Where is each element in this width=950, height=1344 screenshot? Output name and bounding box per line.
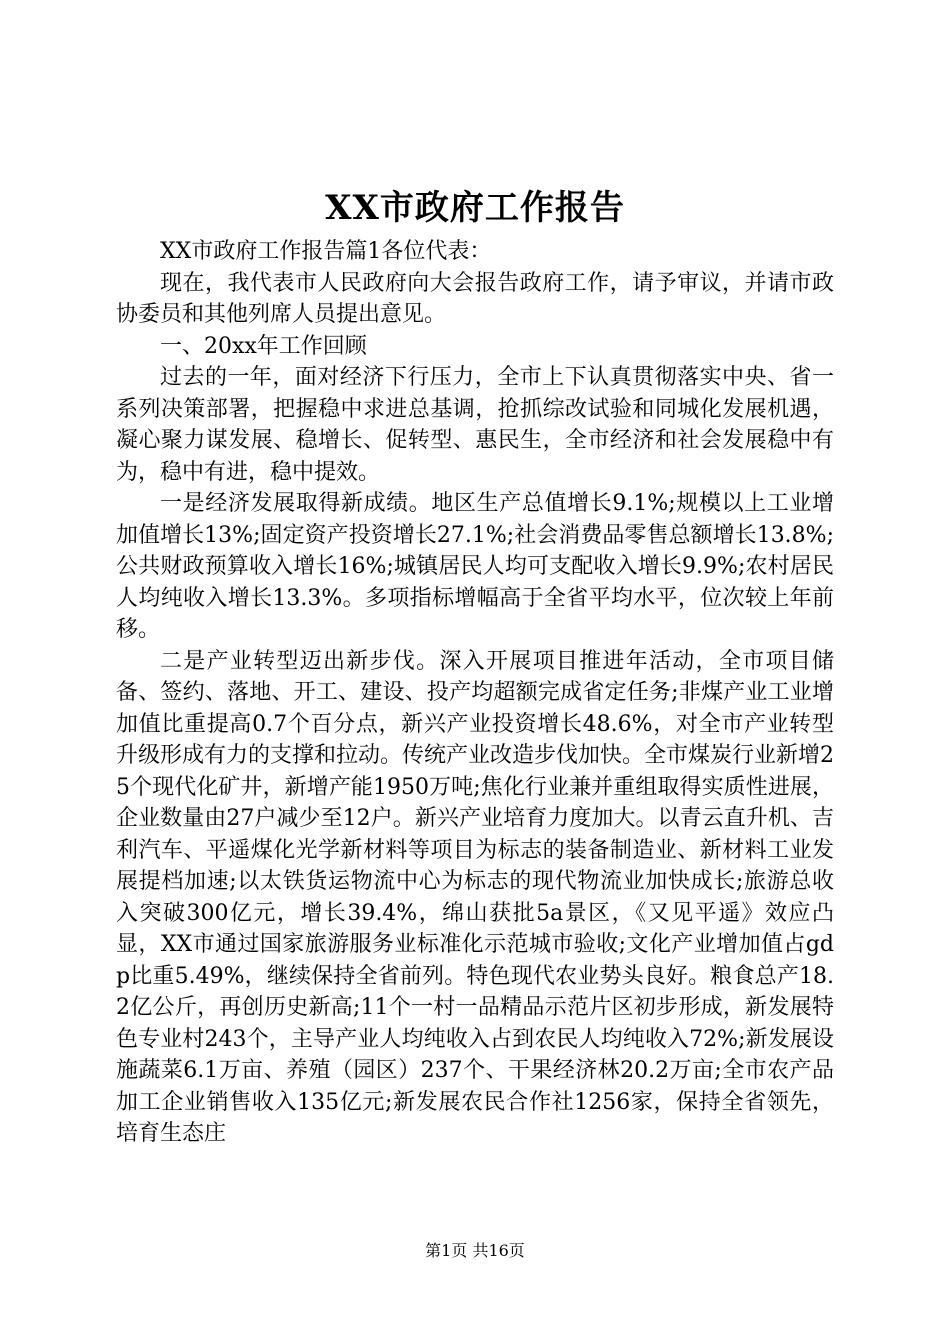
paragraph-intro: 现在，我代表市人民政府向大会报告政府工作，请予审议，并请市政协委员和其他列席人员提出意见。 — [116, 270, 834, 327]
section-heading-review: 一、20xx年工作回顾 — [160, 333, 367, 359]
document-body — [116, 236, 834, 1150]
paragraph-industry: 二是产业转型迈出新步伐。深入开展项目推进年活动，全市项目储备、签约、落地、开工、建设、投产均超额完成省定任务;非煤产业工业增加值比重提高0.7个百分点，新兴产业投资增长48.6%，对全市产业转型升级形成有力的支撑和拉动。传统产业改造步伐加快。全市煤炭行业新增25个现代化矿井，新增产能1950万吨;焦化行业兼并重组取得实质性进展，企业数量由27户减少至12户。新兴产业培育力度加大。以青云直升机、吉利汽车、平遥煤化光学新材料等项目为标志的装备制造业、新材料工业发展提档加速;以太铁货运物流中心为标志的现代物流业加快成长;旅游总收入突破300亿元，增长39.4%，绵山获批5a景区，《又见平遥》效应凸显，XX市通过国家旅游服务业标准化示范城市验收;文化产业增加值占gdp比重5.49%，继续保持全省前列。特色现代农业势头良好。粮食总产18.2亿公斤，再创历史新高;11个一村一品精品示范片区初步形成，新发展特色专业村243个，主导产业人均纯收入占到农民人均纯收入72%;新发展设施蔬菜6.1万亩、养殖（园区）237个、干果经济林20.2万亩;全市农产品加工企业销售收入135亿元;新发展农民合作社1256家，保持全省领先，培育生态庄 — [116, 648, 834, 1146]
page-number-footer: 第1页 共16页 — [425, 1241, 525, 1260]
paragraph-overview: 过去的一年，面对经济下行压力，全市上下认真贯彻落实中央、省一系列决策部署，把握稳中求进总基调，抢抓综改试验和同城化发展机遇，凝心聚力谋发展、稳增长、促转型、惠民生，全市经济和社会发展稳中有为，稳中有进，稳中提效。 — [116, 365, 834, 485]
paragraph-greeting: XX市政府工作报告篇1各位代表： — [160, 239, 492, 264]
paragraph-economy: 一是经济发展取得新成绩。地区生产总值增长9.1%;规模以上工业增加值增长13%;固定资产投资增长27.1%;社会消费品零售总额增长13.8%;公共财政预算收入增长16%;城镇居民人均可支配收入增长9.9%;农村居民人均纯收入增长13.3%。多项指标增幅高于全省平均水平，位次较上年前移。 — [116, 491, 834, 642]
document-title: XX市政府工作报告 — [325, 188, 625, 228]
